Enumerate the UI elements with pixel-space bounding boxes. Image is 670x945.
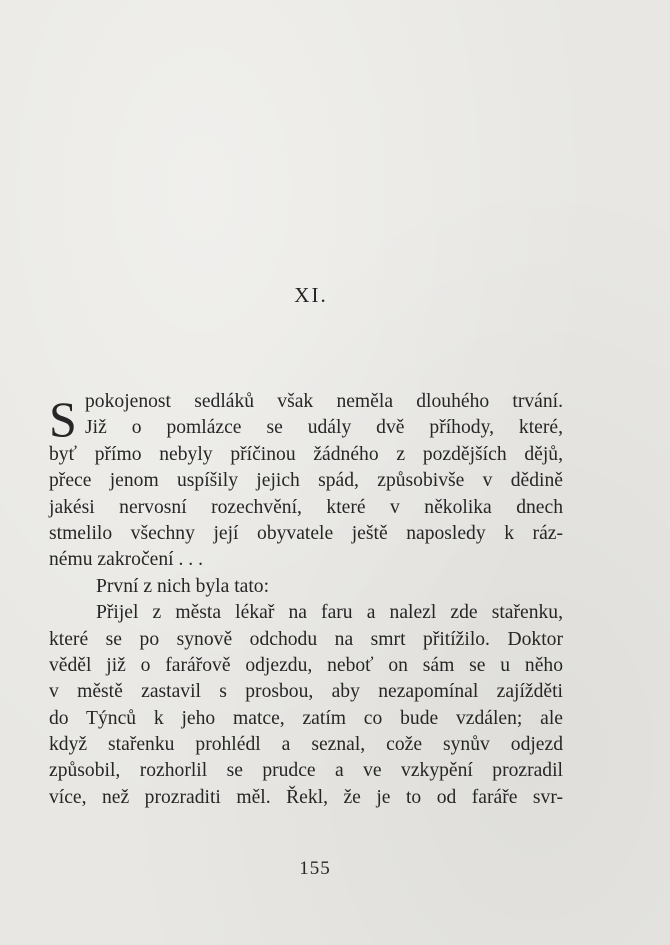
text-line: jakési nervosní rozechvění, které v několika dnech: [49, 496, 563, 518]
page-number: 155: [299, 858, 331, 879]
text-line: První z nich byla tato:: [96, 575, 270, 597]
text-line: přece jenom uspíšily jejich spád, způsobivše v dědině: [49, 470, 563, 492]
text-line: Již o pomlázce se udály dvě příhody, které,: [85, 417, 563, 439]
text-line: Přijel z města lékař na faru a nalezl zde stařenku,: [96, 602, 563, 624]
text-line: nému zakročení . . .: [49, 549, 203, 571]
text-line: v městě zastavil s prosbou, aby nezapomínal zajížděti: [49, 681, 563, 703]
text-line: byť přímo nebyly příčinou žádného z pozdějších dějů,: [49, 443, 563, 465]
text-line: pokojenost sedláků však neměla dlouhého trvání.: [85, 391, 563, 412]
chapter-heading: XI.: [294, 283, 328, 307]
text-line: když stařenku prohlédl a seznal, cože synův odjezd: [49, 734, 563, 756]
text-line: věděl již o farářově odjezdu, neboť on sám se u něho: [49, 654, 563, 676]
body-text: [49, 389, 563, 811]
drop-cap: S: [49, 391, 77, 447]
text-line: způsobil, rozhorlil se prudce a ve vzkypění prozradil: [49, 760, 563, 782]
text-line: do Týnců k jeho matce, zatím co bude vzdálen; ale: [49, 707, 563, 729]
text-line: více, než prozraditi měl. Řekl, že je to od faráře svr-: [49, 786, 563, 808]
text-line: stmelilo všechny její obyvatele ještě naposledy k ráz-: [49, 522, 563, 544]
text-line: které se po synově odchodu na smrt přitížilo. Doktor: [49, 628, 563, 650]
